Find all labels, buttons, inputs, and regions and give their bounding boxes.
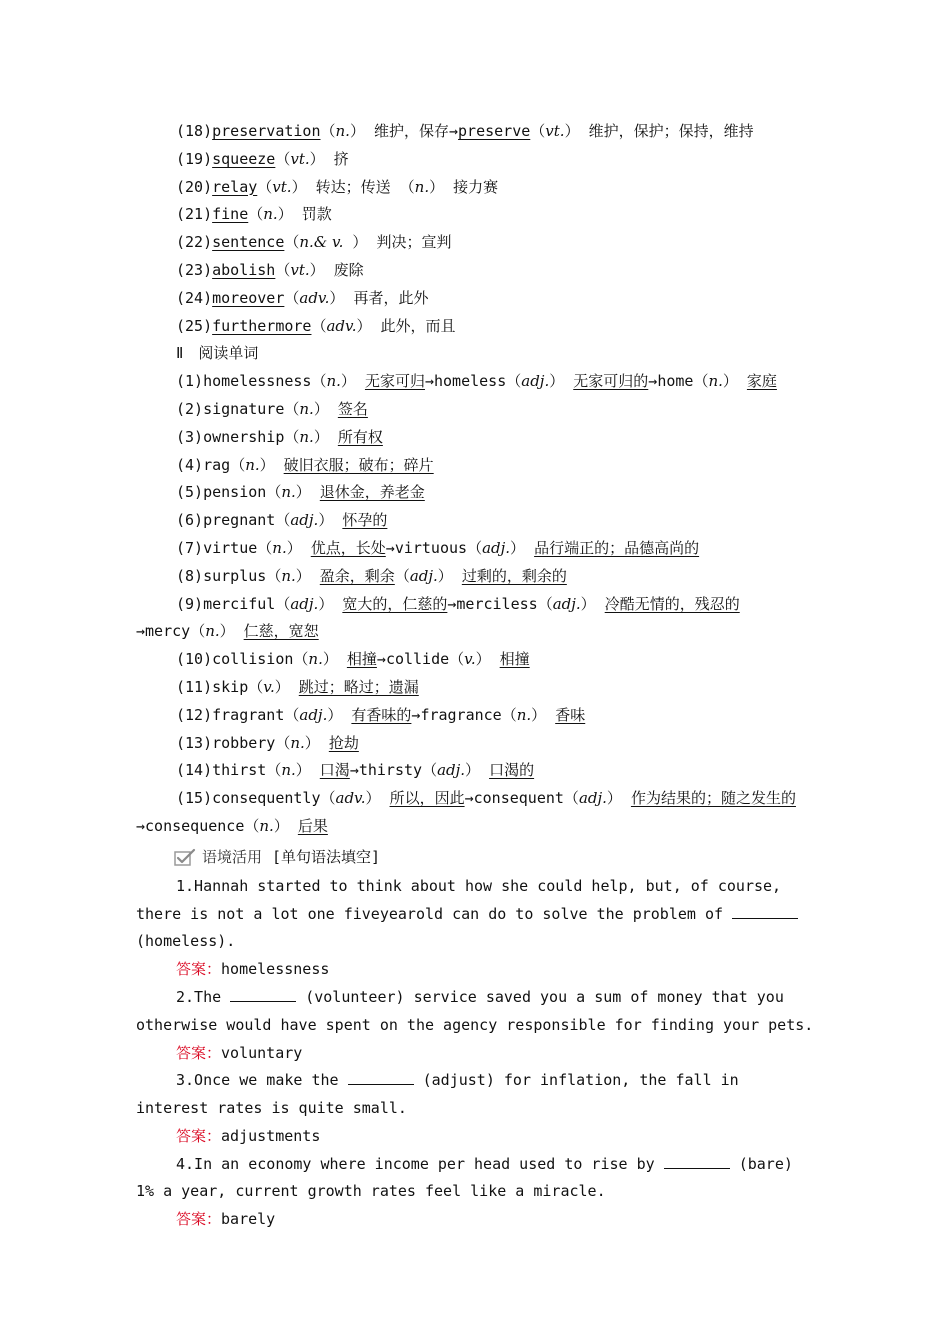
answer-text: 相撞 xyxy=(499,650,530,669)
part-of-speech: adj. xyxy=(299,705,328,724)
answer-blank[interactable] xyxy=(348,1070,414,1085)
answer-value: barely xyxy=(221,1210,276,1229)
answer-text: 无家可归 xyxy=(364,372,425,391)
part-of-speech: n. xyxy=(414,177,430,196)
arrow-icon: → xyxy=(424,372,434,391)
part-of-speech: adj. xyxy=(437,761,466,780)
word-entry: (21)fine（n.） 罚款 xyxy=(176,205,332,224)
question-text: 1.Hannah started to think about how she could help, but, of course, there is not a lot one fiveyearold can do to solve the problem of xyxy=(136,876,782,923)
answer-blank[interactable] xyxy=(732,904,798,919)
derived-word: consequence xyxy=(145,816,245,835)
arrow-icon: → xyxy=(376,650,386,669)
entry-number: (22) xyxy=(176,233,213,252)
derived-word: home xyxy=(657,372,694,391)
entry-word: pregnant xyxy=(203,511,276,530)
entry-meaning: 维护，保护；保持，维持 xyxy=(588,122,754,140)
entry-meaning: 废除 xyxy=(333,260,364,279)
part-of-speech: n. xyxy=(281,483,296,502)
word-entry: (5)pension（n.） 退休金，养老金 xyxy=(176,483,425,502)
word-entry: (11)skip（v.） 跳过；略过；遗漏 xyxy=(176,677,419,696)
arrow-icon: → xyxy=(385,538,395,557)
answer-line xyxy=(136,1123,816,1151)
part-of-speech: vt. xyxy=(545,122,565,140)
answer-text: 宽大的，仁慈的 xyxy=(342,594,448,613)
part-of-speech: n. xyxy=(205,622,220,641)
entry-number: (4) xyxy=(176,455,204,474)
entry-number: (23) xyxy=(176,260,213,279)
arrow-icon: → xyxy=(464,789,474,808)
part-of-speech: n. xyxy=(259,816,274,835)
answer-text: 签名 xyxy=(337,399,368,418)
answer-value: adjustments xyxy=(221,1126,321,1145)
derived-word: merciless xyxy=(456,594,538,613)
entry-word: thirst xyxy=(212,761,267,780)
entry-word: skip xyxy=(212,677,249,696)
question-text: 3.Once we make the xyxy=(176,1071,348,1090)
answer-line xyxy=(136,956,816,984)
word-entry: (8)surplus（n.） 盈余，剩余（adj.） 过剩的，剩余的 xyxy=(176,566,567,585)
word-entry: (15)consequently（adv.） 所以，因此→consequent（adj.） 作为结果的；随之发生的 xyxy=(176,789,796,808)
entry-word: collision xyxy=(212,650,294,669)
part-of-speech: n. xyxy=(335,122,350,140)
answer-text: 优点，长处 xyxy=(310,538,386,557)
derived-word: virtuous xyxy=(394,538,468,557)
part-of-speech: adj. xyxy=(552,594,581,613)
answer-text: 怀孕的 xyxy=(342,511,388,530)
entry-number: (1) xyxy=(176,372,204,391)
derived-word: preserve xyxy=(458,122,531,140)
answer-text: 无家可归的 xyxy=(573,372,649,391)
arrow-icon: → xyxy=(349,761,359,780)
derived-word: fragrance xyxy=(420,705,502,724)
answer-text: 后果 xyxy=(297,816,328,835)
question xyxy=(136,1151,816,1207)
word-entry: (7)virtue（n.） 优点，长处→virtuous（adj.） 品行端正的；品德高尚的 xyxy=(176,538,700,557)
entry-word: fragrant xyxy=(212,705,285,724)
derived-word: thirsty xyxy=(358,761,423,780)
question xyxy=(136,1067,816,1123)
entry-number: (21) xyxy=(176,205,213,224)
entry-number: (18) xyxy=(176,122,213,140)
part-of-speech: v. xyxy=(464,650,476,669)
word-entry: (13)robbery（n.） 抢劫 xyxy=(176,733,359,752)
answer-text: 品行端正的；品德高尚的 xyxy=(534,538,700,557)
word-entry: (18)preservation（n.） 维护，保存→preserve（vt.） 维护，保护；保持，维持 xyxy=(176,122,754,140)
part-of-speech: adv. xyxy=(335,789,366,808)
word-entry: (6)pregnant（adj.） 怀孕的 xyxy=(176,511,388,530)
part-of-speech: adj. xyxy=(521,372,550,391)
part-of-speech: vt. xyxy=(272,177,292,196)
question-text: (bare) 1% a year, current growth rates feel like a miracle. xyxy=(136,1154,793,1201)
entry-number: (9) xyxy=(176,594,204,613)
part-of-speech: n. xyxy=(299,399,314,418)
answer-text: 跳过；略过；遗漏 xyxy=(298,677,419,696)
word-entry: (25)furthermore（adv.） 此外，而且 xyxy=(176,316,456,335)
entry-number: (5) xyxy=(176,483,204,502)
entry-word: relay xyxy=(212,177,258,196)
answer-label: 答案： xyxy=(176,1043,222,1062)
entry-number: (25) xyxy=(176,316,213,335)
word-entry: (19)squeeze（vt.） 挤 xyxy=(176,149,349,168)
answer-text: 冷酷无情的，残忍的 xyxy=(604,594,740,613)
derived-word: consequent xyxy=(473,789,564,808)
part-of-speech: adj. xyxy=(578,789,607,808)
entry-word: signature xyxy=(203,399,285,418)
entry-number: (7) xyxy=(176,538,204,557)
entry-meaning: 罚款 xyxy=(301,205,332,224)
answer-label: 答案： xyxy=(176,1210,222,1229)
entry-meaning: 此外，而且 xyxy=(380,316,456,335)
answer-line xyxy=(136,1040,816,1068)
part-of-speech: adv. xyxy=(299,288,330,307)
answer-blank[interactable] xyxy=(664,1154,730,1169)
part-of-speech: n. xyxy=(290,733,305,752)
part-of-speech: n. xyxy=(245,455,260,474)
word-entry: (23)abolish（vt.） 废除 xyxy=(176,260,364,279)
part-of-speech: v. xyxy=(263,677,275,696)
part-of-speech: n. xyxy=(272,538,287,557)
part-of-speech: adj. xyxy=(482,538,511,557)
word-entry-continuation: →mercy（n.） 仁慈，宽恕 xyxy=(136,622,319,641)
entry-word: consequently xyxy=(212,789,321,808)
entry-meaning: 维护，保存 xyxy=(373,122,449,140)
answer-text: 仁慈，宽恕 xyxy=(243,622,319,641)
entry-number: (6) xyxy=(176,511,204,530)
entry-word: furthermore xyxy=(212,316,312,335)
part-of-speech: vt. xyxy=(290,149,310,168)
entry-word: pension xyxy=(203,483,267,502)
part-of-speech: n. xyxy=(281,761,296,780)
part-of-speech: adj. xyxy=(409,566,438,585)
document-page xyxy=(136,118,816,1234)
derived-word: homeless xyxy=(434,372,507,391)
part-of-speech: n. xyxy=(326,372,341,391)
arrow-icon: → xyxy=(136,622,146,641)
entry-number: (15) xyxy=(176,789,213,808)
entry-number: (10) xyxy=(176,650,213,669)
word-entry: (22)sentence（n.& v. ） 判决；宣判 xyxy=(176,233,452,252)
derived-word: mercy xyxy=(145,622,191,641)
section-title: 语境活用 xyxy=(202,848,263,867)
word-entry-continuation: →consequence（n.） 后果 xyxy=(136,816,328,835)
question-text: 2.The xyxy=(176,987,231,1006)
part-of-speech: adv. xyxy=(326,316,357,335)
entry-word: merciful xyxy=(203,594,276,613)
answer-text: 盈余，剩余 xyxy=(319,566,395,585)
entry-word: abolish xyxy=(212,260,276,279)
entry-meaning: 判决；宣判 xyxy=(376,233,452,252)
entry-number: (2) xyxy=(176,399,204,418)
answer-text: 口渴 xyxy=(319,761,350,780)
word-entry: (2)signature（n.） 签名 xyxy=(176,399,368,418)
answer-text: 抢劫 xyxy=(328,733,359,752)
entry-number: (8) xyxy=(176,566,204,585)
answer-text: 香味 xyxy=(555,705,586,724)
answer-text: 破旧衣服；破布；碎片 xyxy=(283,455,434,474)
check-icon xyxy=(174,848,196,866)
entry-word: surplus xyxy=(203,566,267,585)
entry-word: preservation xyxy=(212,122,321,140)
section-heading: Ⅱ 阅读单词 xyxy=(176,344,259,363)
entry-number: (11) xyxy=(176,677,213,696)
part-of-speech: n. xyxy=(299,427,314,446)
question-text: (homeless). xyxy=(136,932,236,951)
answer-line xyxy=(136,1206,816,1234)
word-entry: (10)collision（n.） 相撞→collide（v.） 相撞 xyxy=(176,650,530,669)
arrow-icon: → xyxy=(449,122,459,140)
entry-meaning: 挤 xyxy=(333,149,349,168)
word-entry: (1)homelessness（n.） 无家可归→homeless（adj.） 无家可归的→home（n.） 家庭 xyxy=(176,372,777,391)
entry-word: squeeze xyxy=(212,149,276,168)
question-text: (adjust) for inflation, the fall in interest rates is quite small. xyxy=(136,1071,739,1118)
entry-meaning: 转达；传送 xyxy=(315,177,391,196)
entry-word: ownership xyxy=(203,427,285,446)
section-subtitle: [单句语法填空] xyxy=(272,848,381,867)
part-of-speech: adj. xyxy=(290,594,319,613)
entry-number: (3) xyxy=(176,427,204,446)
entry-word: fine xyxy=(212,205,249,224)
question-text: 4.In an economy where income per head used to rise by xyxy=(176,1154,664,1173)
word-entry: (20)relay（vt.） 转达；传送 （n.） 接力赛 xyxy=(176,177,499,196)
answer-text: 家庭 xyxy=(746,372,777,391)
part-of-speech: n. xyxy=(708,372,723,391)
entry-number: (13) xyxy=(176,733,213,752)
arrow-icon: → xyxy=(136,816,146,835)
entry-number: (14) xyxy=(176,761,213,780)
answer-label: 答案： xyxy=(176,960,222,979)
entry-word: robbery xyxy=(212,733,276,752)
arrow-icon: → xyxy=(447,594,457,613)
question xyxy=(136,984,816,1040)
entry-word: virtue xyxy=(203,538,258,557)
arrow-icon: → xyxy=(411,705,421,724)
word-entry: (9)merciful（adj.） 宽大的，仁慈的→merciless（adj.） 冷酷无情的，残忍的 xyxy=(176,594,740,613)
word-entry: (12)fragrant（adj.） 有香味的→fragrance（n.） 香味 xyxy=(176,705,586,724)
entry-word: rag xyxy=(203,455,231,474)
question-text: (volunteer) service saved you a sum of money that you otherwise would have spent on the agency responsible for finding your pets. xyxy=(136,987,814,1034)
entry-number: (20) xyxy=(176,177,213,196)
entry-number: (12) xyxy=(176,705,213,724)
answer-text: 作为结果的；随之发生的 xyxy=(630,789,796,808)
answer-text: 过剩的，剩余的 xyxy=(461,566,567,585)
answer-label: 答案： xyxy=(176,1126,222,1145)
entry-meaning: 接力赛 xyxy=(453,177,499,196)
answer-text: 相撞 xyxy=(346,650,377,669)
entry-word: sentence xyxy=(212,233,285,252)
part-of-speech: n. xyxy=(263,205,278,224)
part-of-speech: n. xyxy=(281,566,296,585)
entry-meaning: 再者，此外 xyxy=(353,288,429,307)
word-entry: (14)thirst（n.） 口渴→thirsty（adj.） 口渴的 xyxy=(176,761,535,780)
answer-text: 口渴的 xyxy=(489,761,535,780)
derived-word: collide xyxy=(385,650,450,669)
answer-text: 所以，因此 xyxy=(389,789,465,808)
word-entry: (24)moreover（adv.） 再者，此外 xyxy=(176,288,429,307)
answer-blank[interactable] xyxy=(230,987,296,1002)
answer-text: 所有权 xyxy=(337,427,383,446)
word-entry: (4)rag（n.） 破旧衣服；破布；碎片 xyxy=(176,455,434,474)
entry-number: (19) xyxy=(176,149,213,168)
entry-word: homelessness xyxy=(203,372,312,391)
arrow-icon: → xyxy=(648,372,658,391)
part-of-speech: n. xyxy=(308,650,323,669)
answer-value: homelessness xyxy=(221,960,330,979)
part-of-speech: n. xyxy=(516,705,532,724)
entry-number: (24) xyxy=(176,288,213,307)
entry-word: moreover xyxy=(212,288,285,307)
part-of-speech: adj. xyxy=(290,511,319,530)
word-entry: (3)ownership（n.） 所有权 xyxy=(176,427,383,446)
answer-text: 退休金，养老金 xyxy=(319,483,425,502)
answer-value: voluntary xyxy=(221,1043,303,1062)
question xyxy=(136,873,816,956)
part-of-speech: vt. xyxy=(290,260,310,279)
part-of-speech: n.& v. xyxy=(299,233,344,252)
answer-text: 有香味的 xyxy=(351,705,412,724)
context-section-heading xyxy=(136,841,816,873)
